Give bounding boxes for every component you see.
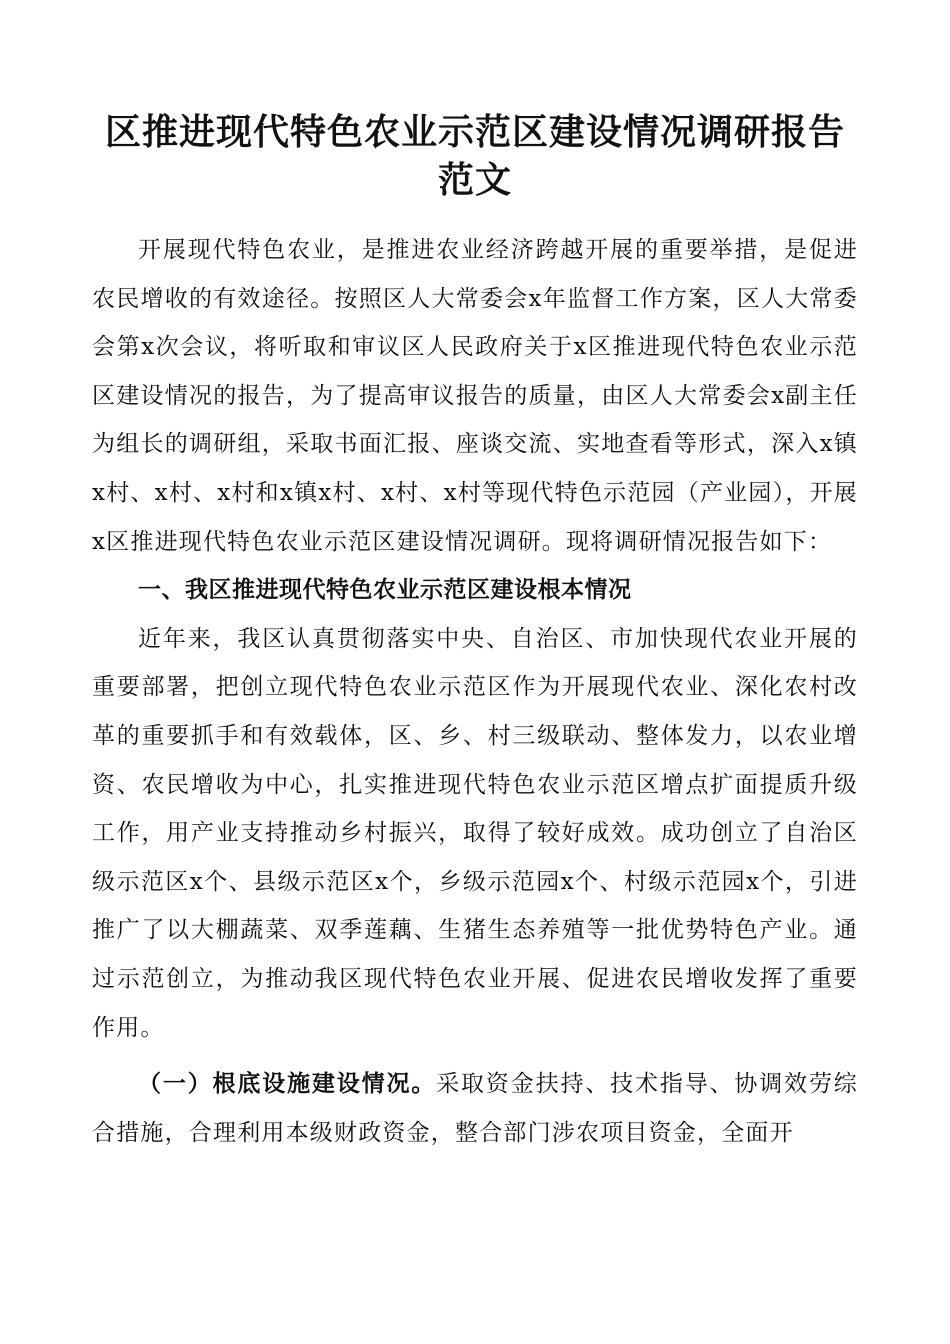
- subsection-lead: （一）根底设施建设情况。: [138, 1070, 437, 1098]
- subsection-body: 采取资金扶持、技术指导、协调效劳综合措施，合理利用本级财政资金，整合部门涉农项目资金，全面开: [92, 1071, 858, 1146]
- intro-paragraph: 开展现代特色农业，是推进农业经济跨越开展的重要举措，是促进农民增收的有效途径。按照区人大常委会x年监督工作方案，区人大常委会第x次会议，将听取和审议区人民政府关于x区推进现代特色农业示范区建设情况的报告，为了提高审议报告的质量，由区人大常委会x副主任为组长的调研组，采取书面汇报、座谈交流、实地查看等形式，深入x镇x村、x村、x村和x镇x村、x村、x村等现代特色示范园（产业园），开展x区推进现代特色农业示范区建设情况调研。现将调研情况报告如下：: [92, 237, 858, 555]
- document-page: [92, 108, 858, 1157]
- section-body-paragraph: 近年来，我区认真贯彻落实中央、自治区、市加快现代农业开展的重要部署，把创立现代特色农业示范区作为开展现代农业、深化农村改革的重要抓手和有效载体，区、乡、村三级联动、整体发力，以农业增资、农民增收为中心，扎实推进现代特色农业示范区增点扩面提质升级工作，用产业支持推动乡村振兴，取得了较好成效。成功创立了自治区级示范区x个、县级示范区x个，乡级示范园x个、村级示范园x个，引进推广了以大棚蔬菜、双季莲藕、生猪生态养殖等一批优势特色产业。通过示范创立，为推动我区现代特色农业开展、促进农民增收发挥了重要作用。: [92, 625, 858, 1041]
- document-title: 区推进现代特色农业示范区建设情况调研报告范文: [104, 111, 845, 201]
- section-heading: 一、我区推进现代特色农业示范区建设根本情况: [138, 577, 632, 604]
- subsection-paragraph: [92, 1060, 858, 1157]
